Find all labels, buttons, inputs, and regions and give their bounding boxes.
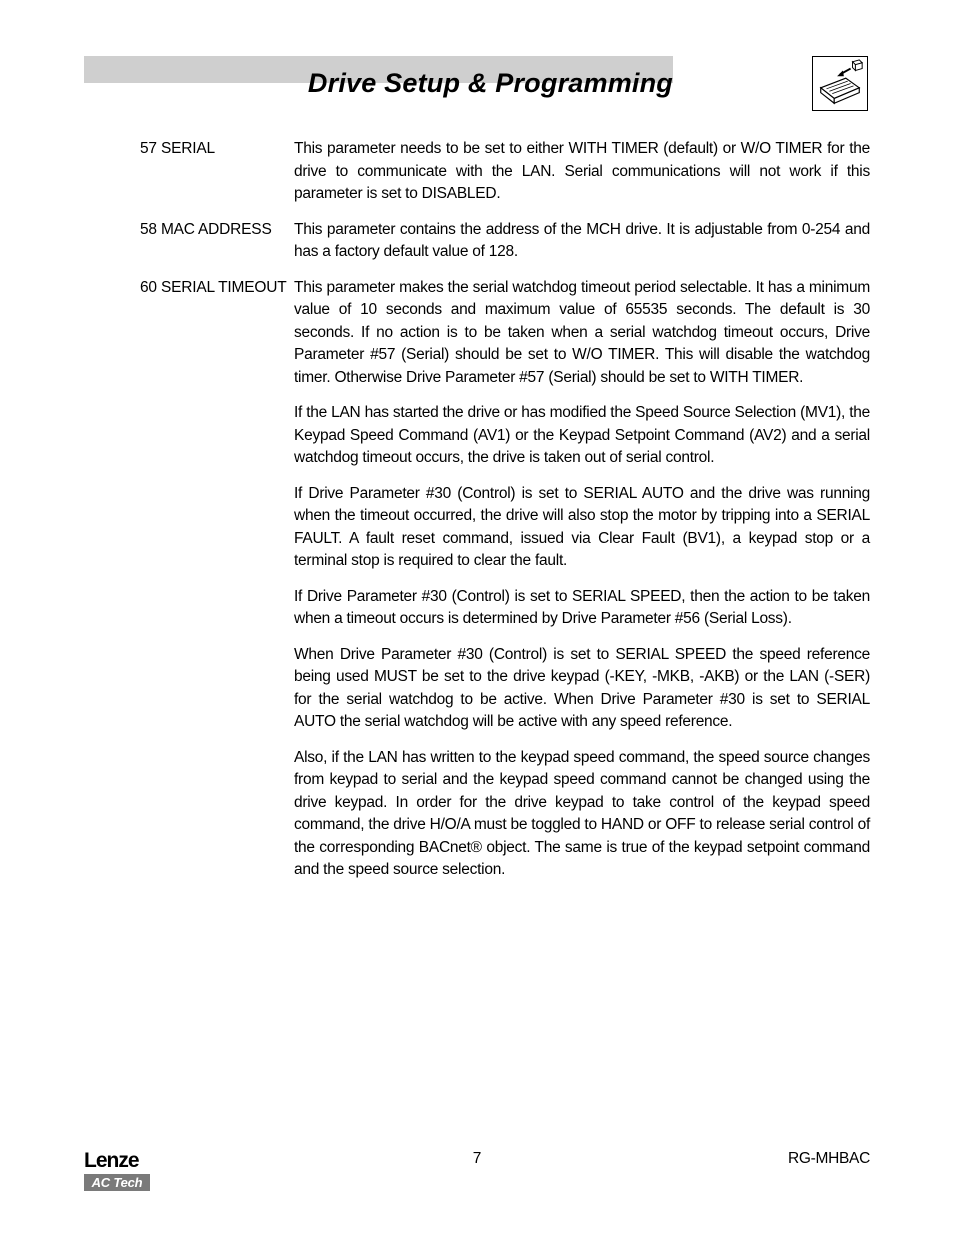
- param-60-serial-timeout: [140, 277, 870, 882]
- param-description: [294, 138, 870, 206]
- paragraph: If Drive Parameter #30 (Control) is set to SERIAL AUTO and the drive was running when the timeout occurred, the drive will also stop the motor by tripping into a SERIAL FAULT. A fault reset command, issued via Clear Fault (BV1), a keypad stop or a terminal stop is required to clear the fault.: [294, 484, 870, 569]
- document-code: RG-MHBAC: [788, 1150, 870, 1167]
- paragraph: This parameter makes the serial watchdog timeout period selectable. It has a minimum value of 10 seconds and maximum value of 65535 seconds. The default is 30 seconds. If no action is to be taken when a serial watchdog timeout occurs, Drive Parameter #57 (Serial) should be set to W/O TIMER. This will disable the watchdog timer. Otherwise Drive Parameter #57 (Serial) should be set to WITH TIMER.: [294, 278, 870, 386]
- page-number: 7: [472, 1150, 482, 1167]
- param-57-serial: [140, 138, 870, 206]
- parameter-list: [140, 138, 870, 895]
- logo-lenze-text: Lenze: [84, 1149, 139, 1172]
- lenze-actech-logo: [84, 1150, 152, 1191]
- param-description: [294, 219, 870, 264]
- logo-actech-text: AC Tech: [84, 1174, 150, 1191]
- param-name: 57 SERIAL: [140, 140, 215, 157]
- paragraph: If Drive Parameter #30 (Control) is set to SERIAL SPEED, then the action to be taken when a timeout occurs is determined by Drive Parameter #56 (Serial Loss).: [294, 587, 870, 627]
- param-name: 58 MAC ADDRESS: [140, 220, 272, 238]
- paragraph: This parameter needs to be set to either WITH TIMER (default) or W/O TIMER for the drive to communicate with the LAN. Serial communications will not work if this parameter is set to DISABLED.: [294, 140, 870, 202]
- paragraph: This parameter contains the address of the MCH drive. It is adjustable from 0-254 and has a factory default value of 128.: [294, 220, 870, 260]
- page-title: Drive Setup & Programming: [307, 68, 673, 98]
- param-58-mac-address: [140, 219, 870, 264]
- paragraph: If the LAN has started the drive or has modified the Speed Source Selection (MV1), the Keypad Speed Command (AV1) or the Keypad Setpoint Command (AV2) and a serial watchdog timeout occurs, the drive is taken out of serial control.: [294, 404, 870, 466]
- paragraph: When Drive Parameter #30 (Control) is set to SERIAL SPEED the speed reference being used MUST be set to the drive keypad (-KEY, -MKB, -AKB) or the LAN (-SER) for the serial watchdog to be active. When Drive Parameter #30 is set to SERIAL AUTO the serial watchdog will be active with any speed reference.: [294, 645, 870, 730]
- paragraph: Also, if the LAN has written to the keypad speed command, the speed source changes from keypad to serial and the keypad speed command cannot be changed using the drive keypad. In order for the drive keypad to take control of the keypad speed command, the drive H/O/A must be toggled to HAND or OFF to release serial control of the corresponding BACnet® object. The same is true of the keypad setpoint command and the speed source selection.: [294, 748, 870, 878]
- keypad-pointer-icon: [812, 56, 868, 111]
- param-description: [294, 277, 870, 882]
- param-name: 60 SERIAL TIMEOUT: [140, 278, 287, 296]
